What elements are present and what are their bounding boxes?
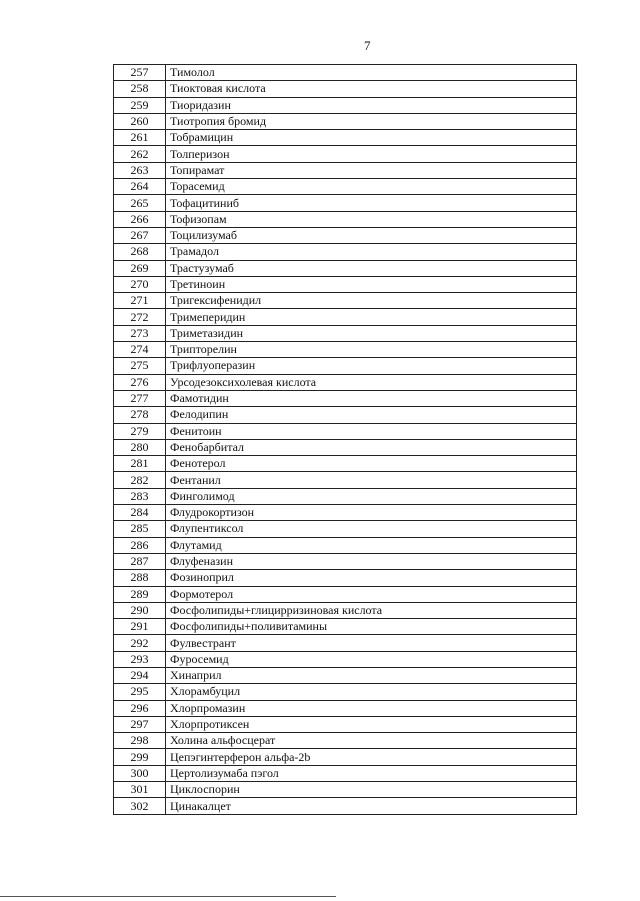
drug-name-cell: Трипторелин — [166, 342, 577, 358]
table-row — [114, 488, 577, 504]
table-row — [114, 570, 577, 586]
row-number-cell: 267 — [114, 227, 166, 243]
row-number-cell: 301 — [114, 782, 166, 798]
row-number-cell: 294 — [114, 667, 166, 683]
table-row — [114, 619, 577, 635]
table-row — [114, 537, 577, 553]
table-row — [114, 374, 577, 390]
row-number-cell: 288 — [114, 570, 166, 586]
row-number-cell: 274 — [114, 342, 166, 358]
row-number-cell: 279 — [114, 423, 166, 439]
row-number-cell: 282 — [114, 472, 166, 488]
table-row — [114, 716, 577, 732]
table-row — [114, 439, 577, 455]
table-row — [114, 651, 577, 667]
row-number-cell: 271 — [114, 293, 166, 309]
row-number-cell: 263 — [114, 162, 166, 178]
table-row — [114, 97, 577, 113]
table-row — [114, 733, 577, 749]
row-number-cell: 284 — [114, 505, 166, 521]
table-row — [114, 309, 577, 325]
row-number-cell: 261 — [114, 130, 166, 146]
drug-table-body — [114, 65, 577, 815]
drug-name-cell: Фенитоин — [166, 423, 577, 439]
row-number-cell: 277 — [114, 390, 166, 406]
drug-name-cell: Формотерол — [166, 586, 577, 602]
row-number-cell: 296 — [114, 700, 166, 716]
table-row — [114, 260, 577, 276]
drug-name-cell: Фосфолипиды+глицирризиновая кислота — [166, 602, 577, 618]
row-number-cell: 262 — [114, 146, 166, 162]
drug-name-cell: Циклоспорин — [166, 782, 577, 798]
row-number-cell: 264 — [114, 179, 166, 195]
table-row — [114, 358, 577, 374]
table-row — [114, 130, 577, 146]
drug-name-cell: Торасемид — [166, 179, 577, 195]
row-number-cell: 286 — [114, 537, 166, 553]
drug-name-cell: Фозиноприл — [166, 570, 577, 586]
row-number-cell: 280 — [114, 439, 166, 455]
drug-name-cell: Трастузумаб — [166, 260, 577, 276]
drug-name-cell: Тиотропия бромид — [166, 113, 577, 129]
drug-name-cell: Цинакалцет — [166, 798, 577, 814]
drug-name-cell: Фенобарбитал — [166, 439, 577, 455]
drug-name-cell: Фуросемид — [166, 651, 577, 667]
table-row — [114, 521, 577, 537]
footer-divider — [0, 896, 336, 897]
drug-name-cell: Тофацитиниб — [166, 195, 577, 211]
drug-table — [113, 64, 577, 815]
table-row — [114, 342, 577, 358]
table-row — [114, 81, 577, 97]
table-row — [114, 227, 577, 243]
row-number-cell: 269 — [114, 260, 166, 276]
row-number-cell: 257 — [114, 65, 166, 81]
drug-name-cell: Фенотерол — [166, 456, 577, 472]
table-row — [114, 505, 577, 521]
table-row — [114, 113, 577, 129]
table-row — [114, 179, 577, 195]
row-number-cell: 297 — [114, 716, 166, 732]
drug-name-cell: Флуфеназин — [166, 553, 577, 569]
row-number-cell: 275 — [114, 358, 166, 374]
row-number-cell: 266 — [114, 211, 166, 227]
row-number-cell: 270 — [114, 276, 166, 292]
table-row — [114, 276, 577, 292]
table-row — [114, 553, 577, 569]
table-row — [114, 65, 577, 81]
drug-name-cell: Трифлуоперазин — [166, 358, 577, 374]
table-row — [114, 211, 577, 227]
drug-name-cell: Фентанил — [166, 472, 577, 488]
drug-name-cell: Хинаприл — [166, 667, 577, 683]
drug-name-cell: Тоцилизумаб — [166, 227, 577, 243]
drug-name-cell: Флупентиксол — [166, 521, 577, 537]
table-row — [114, 472, 577, 488]
drug-name-cell: Трамадол — [166, 244, 577, 260]
drug-name-cell: Топирамат — [166, 162, 577, 178]
row-number-cell: 295 — [114, 684, 166, 700]
table-row — [114, 749, 577, 765]
table-row — [114, 586, 577, 602]
row-number-cell: 302 — [114, 798, 166, 814]
table-row — [114, 407, 577, 423]
table-row — [114, 195, 577, 211]
row-number-cell: 287 — [114, 553, 166, 569]
drug-name-cell: Фосфолипиды+поливитамины — [166, 619, 577, 635]
table-row — [114, 602, 577, 618]
drug-name-cell: Тригексифенидил — [166, 293, 577, 309]
row-number-cell: 258 — [114, 81, 166, 97]
table-row — [114, 700, 577, 716]
drug-name-cell: Фамотидин — [166, 390, 577, 406]
row-number-cell: 290 — [114, 602, 166, 618]
table-row — [114, 162, 577, 178]
row-number-cell: 276 — [114, 374, 166, 390]
table-row — [114, 244, 577, 260]
row-number-cell: 272 — [114, 309, 166, 325]
row-number-cell: 260 — [114, 113, 166, 129]
drug-name-cell: Тофизопам — [166, 211, 577, 227]
table-row — [114, 325, 577, 341]
table-row — [114, 635, 577, 651]
row-number-cell: 278 — [114, 407, 166, 423]
row-number-cell: 300 — [114, 765, 166, 781]
row-number-cell: 292 — [114, 635, 166, 651]
drug-name-cell: Тримеперидин — [166, 309, 577, 325]
row-number-cell: 291 — [114, 619, 166, 635]
row-number-cell: 293 — [114, 651, 166, 667]
drug-name-cell: Толперизон — [166, 146, 577, 162]
row-number-cell: 281 — [114, 456, 166, 472]
drug-name-cell: Тиоридазин — [166, 97, 577, 113]
drug-name-cell: Финголимод — [166, 488, 577, 504]
table-row — [114, 765, 577, 781]
row-number-cell: 268 — [114, 244, 166, 260]
row-number-cell: 265 — [114, 195, 166, 211]
drug-name-cell: Цертолизумаба пэгол — [166, 765, 577, 781]
table-row — [114, 684, 577, 700]
drug-name-cell: Фулвестрант — [166, 635, 577, 651]
drug-name-cell: Хлорпромазин — [166, 700, 577, 716]
drug-name-cell: Тимолол — [166, 65, 577, 81]
table-row — [114, 390, 577, 406]
drug-name-cell: Холина альфосцерат — [166, 733, 577, 749]
table-row — [114, 293, 577, 309]
drug-name-cell: Третиноин — [166, 276, 577, 292]
page-number: 7 — [364, 38, 371, 53]
table-row — [114, 423, 577, 439]
drug-name-cell: Тобрамицин — [166, 130, 577, 146]
drug-name-cell: Хлорпротиксен — [166, 716, 577, 732]
table-row — [114, 456, 577, 472]
drug-name-cell: Хлорамбуцил — [166, 684, 577, 700]
row-number-cell: 283 — [114, 488, 166, 504]
table-row — [114, 798, 577, 814]
table-row — [114, 146, 577, 162]
drug-name-cell: Флудрокортизон — [166, 505, 577, 521]
row-number-cell: 299 — [114, 749, 166, 765]
row-number-cell: 285 — [114, 521, 166, 537]
row-number-cell: 259 — [114, 97, 166, 113]
drug-name-cell: Урсодезоксихолевая кислота — [166, 374, 577, 390]
row-number-cell: 289 — [114, 586, 166, 602]
drug-name-cell: Цепэгинтерферон альфа-2b — [166, 749, 577, 765]
drug-name-cell: Флутамид — [166, 537, 577, 553]
row-number-cell: 273 — [114, 325, 166, 341]
drug-name-cell: Фелодипин — [166, 407, 577, 423]
table-row — [114, 782, 577, 798]
drug-name-cell: Тиоктовая кислота — [166, 81, 577, 97]
table-row — [114, 667, 577, 683]
row-number-cell: 298 — [114, 733, 166, 749]
drug-name-cell: Триметазидин — [166, 325, 577, 341]
